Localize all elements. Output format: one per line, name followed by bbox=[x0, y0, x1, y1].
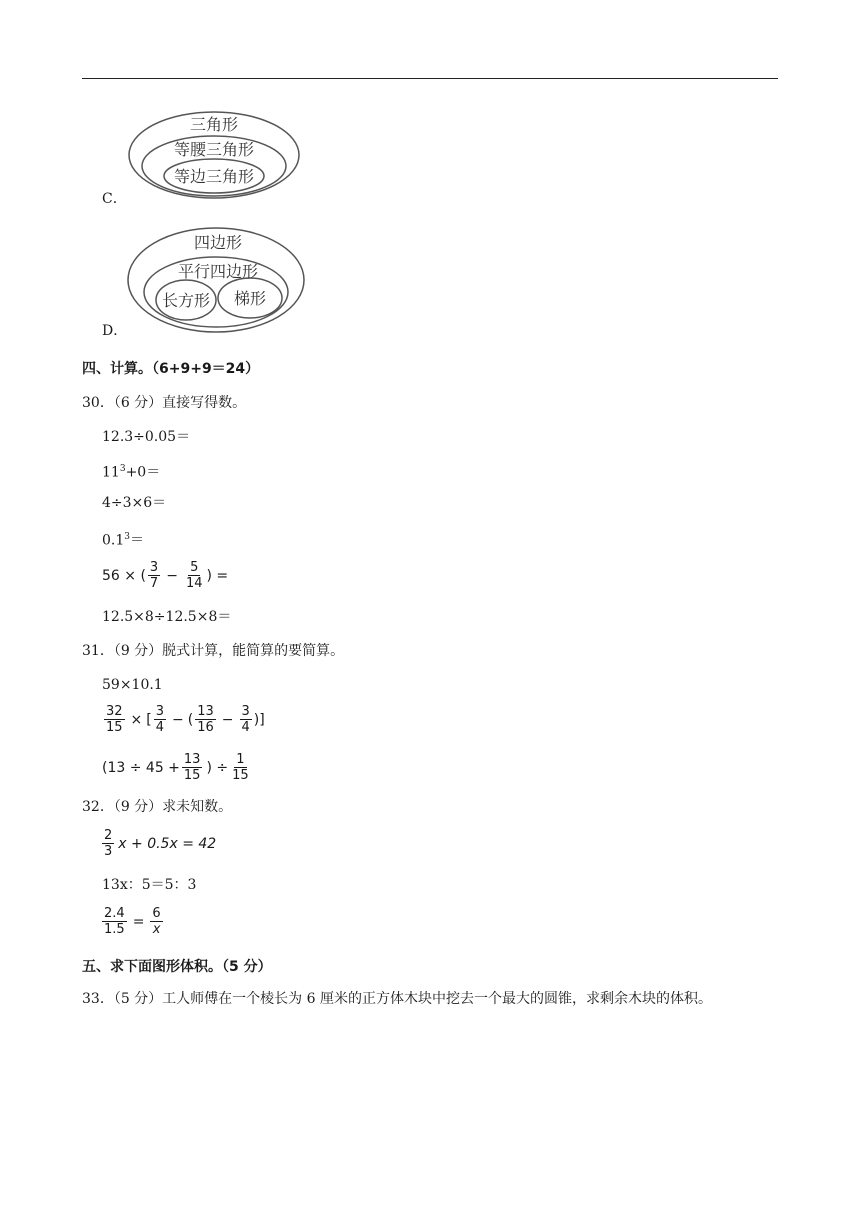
q32-item-a: $\frac{2}{3}$ x + 0.5x = 42 bbox=[104, 828, 217, 859]
q31-item-c: (13 ÷ 45 + $\frac{13}{15}$ ) ÷ $\frac{1}{15}$ bbox=[102, 752, 249, 783]
q31-item-a: 59×10.1 bbox=[102, 677, 163, 693]
venn-label-parallelogram: 平行四边形 bbox=[177, 262, 259, 281]
q30-item-a: 12.3÷0.05＝ bbox=[102, 429, 191, 445]
venn-label-quadrilateral: 四边形 bbox=[193, 233, 243, 252]
venn-diagram-quadrilaterals bbox=[126, 226, 308, 334]
fraction: $\frac{2}{3}$ bbox=[104, 828, 113, 859]
fraction: $\frac{13}{15}$ bbox=[183, 752, 201, 783]
option-d-label: D． bbox=[102, 323, 128, 339]
venn-label-isosceles: 等腰三角形 bbox=[173, 140, 255, 159]
fraction: $\frac{2.4}{1.5}$ bbox=[104, 906, 125, 937]
section-4-heading: 四、计算。（6+9+9＝24） bbox=[82, 361, 260, 377]
fraction: $\frac{32}{15}$ bbox=[106, 704, 123, 735]
fraction: $\frac{3}{4}$ bbox=[155, 704, 165, 735]
q30-item-c: 4÷3×6＝ bbox=[102, 495, 167, 511]
q30-item-e: 56 × ( $\frac{3}{7}$ − $\frac{5}{14}$ ) = bbox=[102, 560, 229, 591]
question-33-text: 33．（5 分）工人师傅在一个棱长为 6 厘米的正方体木块中挖去一个最大的圆锥，求剩余木块的体积。 bbox=[82, 991, 712, 1007]
fraction: $\frac{3}{4}$ bbox=[241, 704, 250, 735]
fraction: $\frac{5}{14}$ bbox=[185, 560, 203, 591]
q32-item-c: $\frac{2.4}{1.5}$ = $\frac{6}{x}$ bbox=[104, 906, 161, 937]
fraction: $\frac{6}{x}$ bbox=[152, 906, 161, 937]
question-32-title: 32．（9 分）求未知数。 bbox=[82, 799, 233, 815]
q31-item-b: $\frac{32}{15}$ × [ $\frac{3}{4}$ − ( $\frac{13}{16}$ − $\frac{3}{4}$ )] bbox=[106, 704, 265, 735]
question-30-title: 30．（6 分）直接写得数。 bbox=[82, 395, 247, 411]
question-31-title: 31．（9 分）脱式计算，能简算的要简算。 bbox=[82, 643, 345, 659]
venn-label-triangle: 三角形 bbox=[189, 115, 239, 134]
q32-item-b: 13x：5＝5：3 bbox=[102, 877, 197, 893]
fraction: $\frac{13}{16}$ bbox=[197, 704, 214, 735]
venn-label-trapezoid: 梯形 bbox=[233, 289, 267, 308]
q30-item-d: $0.1^3=$ bbox=[102, 532, 144, 549]
venn-label-equilateral: 等边三角形 bbox=[173, 167, 255, 186]
option-c-label: C． bbox=[102, 191, 127, 207]
header-rule bbox=[82, 78, 778, 79]
q30-item-f: 12.5×8÷12.5×8＝ bbox=[102, 609, 232, 625]
section-5-heading: 五、求下面图形体积。（5 分） bbox=[82, 959, 272, 975]
fraction: $\frac{3}{7}$ bbox=[149, 560, 159, 591]
q30-item-b: $11^3+0=$ bbox=[102, 464, 161, 481]
venn-diagram-triangles bbox=[126, 110, 306, 202]
venn-label-rectangle: 长方形 bbox=[161, 291, 211, 310]
fraction: $\frac{1}{15}$ bbox=[232, 752, 249, 783]
